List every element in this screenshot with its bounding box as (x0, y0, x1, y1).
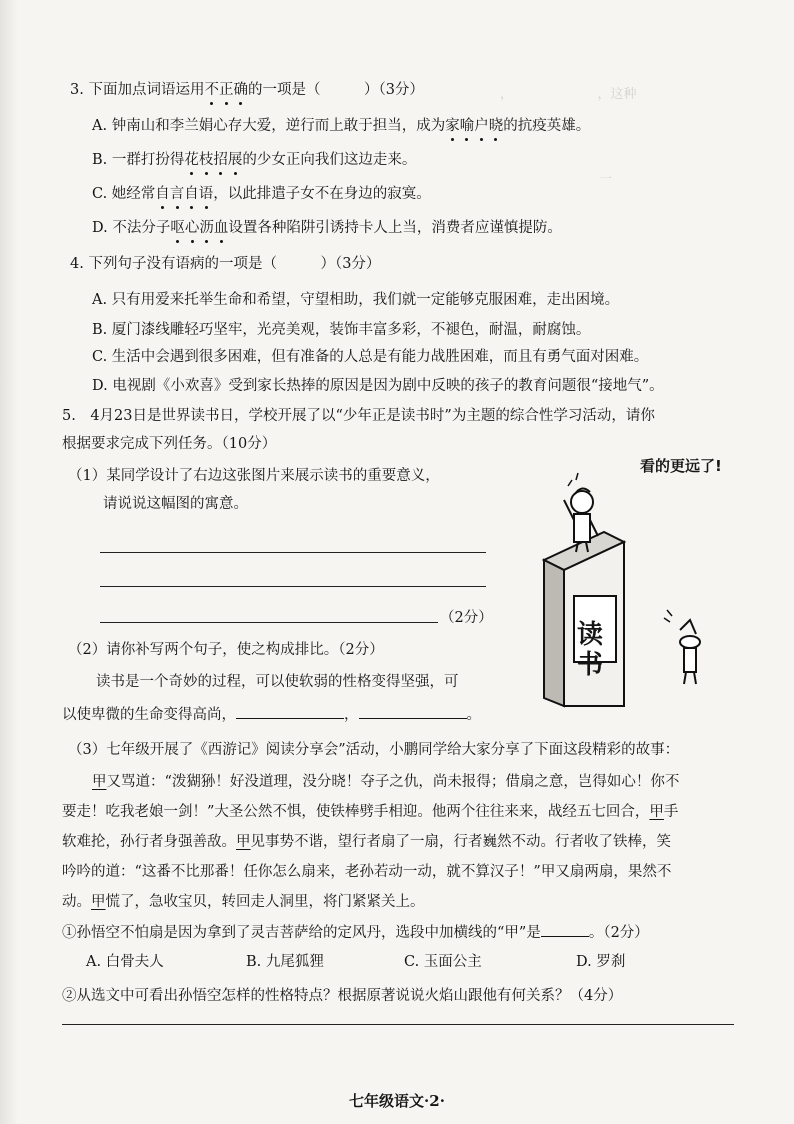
q3-option-b: B. 一群打扮得花枝招展的少女正向我们这边走来。 (92, 152, 417, 168)
story-line-4: 吟吟的道：“这番不比那番！任你怎么扇来，老孙若动一动，就不算汉子！”甲又扇两扇，果然不 (62, 864, 672, 880)
q4-stem: 4. 下列句子没有语病的一项是（ ）（3分） (70, 256, 381, 272)
option-c[interactable]: C. 玉面公主 (404, 954, 482, 970)
comic-book-label: 读书 (577, 620, 604, 680)
q3-option-d: D. 不法分子呕心沥血设置各种陷阱引诱持卡人上当，消费者应谨慎提防。 (92, 220, 562, 236)
fill-blank-2[interactable] (359, 704, 467, 719)
answer-line[interactable] (100, 622, 438, 623)
sub1-score: 。（2分） (588, 925, 649, 941)
comma: ， (344, 707, 359, 723)
fill-blank-jia[interactable] (541, 922, 589, 937)
q4-option-a: A. 只有用爱来托举生命和希望，守望相助，我们就一定能够克服困难，走出困境。 (92, 292, 620, 308)
q5-sub1 (62, 922, 649, 943)
story-line-1 (92, 772, 679, 792)
q5-part2-text: 读书是一个奇妙的过程，可以使软弱的性格变得坚强，可 (96, 674, 459, 690)
q5-part2-text-cont (62, 704, 481, 725)
answer-line[interactable] (100, 586, 486, 587)
option-b[interactable]: B. 九尾狐狸 (246, 954, 324, 970)
q3-option-a: A. 钟南山和李兰娟心存大爱，逆行而上敢于担当，成为家喻户晓的抗疫英雄。 (92, 118, 591, 134)
fill-blank-1[interactable] (236, 704, 344, 719)
q5-part1-prompt: （1）某同学设计了右边这张图片来展示读书的重要意义， (68, 468, 440, 484)
q3-stem: 3. 下面加点词语运用不正确的一项是（ ）（3分） (70, 82, 424, 98)
story-line-3: 软难抡，孙行者身强善敌。甲见事势不谐，望行者扇了一扇，行者巍然不动。行者收了铁棒，笑 (62, 834, 671, 850)
option-a[interactable]: A. 白骨夫人 (86, 954, 164, 970)
bleed-through (590, 208, 720, 227)
q5-part1-score: （2分） (440, 610, 493, 626)
q3-option-c: C. 她经常自言自语，以此排遣子女不在身边的寂寞。 (92, 186, 431, 202)
reading-comic-illustration (520, 470, 770, 710)
page-footer: 七年级语文·2· (349, 1092, 445, 1110)
story-line-5: 动。甲慌了，急收宝贝，转回走人洞里，将门紧紧关上。 (62, 894, 425, 910)
q5-part2-sentence: 以使卑微的生命变得高尚， (62, 707, 236, 723)
q5-part2-prompt: （2）请你补写两个句子，使之构成排比。（2分） (68, 642, 384, 658)
scan-shadow (0, 0, 18, 1124)
bleed-through: ， ，这种 (500, 87, 689, 102)
sub1-text: ①孙悟空不怕扇是因为拿到了灵吉菩萨给的定风丹，选段中加横线的“甲”是 (62, 925, 541, 941)
q5-sub2: ②从选文中可看出孙悟空怎样的性格特点？根据原著说说火焰山跟他有何关系？（4分） (62, 988, 623, 1004)
comic-caption: 看的更远了! (640, 457, 722, 475)
q5-part1-prompt-cont: 请说说这幅图的寓意。 (103, 496, 248, 512)
q5-stem: 5. 4月23日是世界读书日，学校开展了以“少年正是读书时”为主题的综合性学习活动，请你 (62, 408, 655, 424)
marked-jia: 甲 (92, 774, 107, 790)
answer-line[interactable] (62, 1024, 734, 1025)
q5-part3-prompt: （3）七年级开展了《西游记》阅读分享会”活动，小鹏同学给大家分享了下面这段精彩的故事： (68, 742, 680, 758)
answer-line[interactable] (100, 552, 486, 553)
option-d[interactable]: D. 罗刹 (576, 954, 626, 970)
story-line-2: 要走！吃我老娘一剑！”大圣公然不惧，使铁棒劈手相迎。他两个往往来来，战经五七回合，甲手 (62, 804, 679, 820)
period: 。 (466, 707, 481, 723)
story-text: 又骂道：“泼猢狲！好没道理，没分晓！夺子之仇，尚未报得；借扇之意，岂得如心！你不 (106, 774, 680, 790)
q4-option-c: C. 生活中会遇到很多困难，但有准备的人总是有能力战胜困难，而且有勇气面对困难。 (92, 349, 649, 365)
q4-option-b: B. 厦门漆线雕轻巧坚牢，光亮美观，装饰丰富多彩，不褪色，耐温，耐腐蚀。 (92, 322, 591, 338)
q4-option-d: D. 电视剧《小欢喜》受到家长热捧的原因是因为剧中反映的孩子的教育问题很“接地气”。 (92, 378, 664, 394)
bleed-through: 一 (560, 172, 730, 187)
q5-stem-cont: 根据要求完成下列任务。（10分） (62, 436, 277, 452)
